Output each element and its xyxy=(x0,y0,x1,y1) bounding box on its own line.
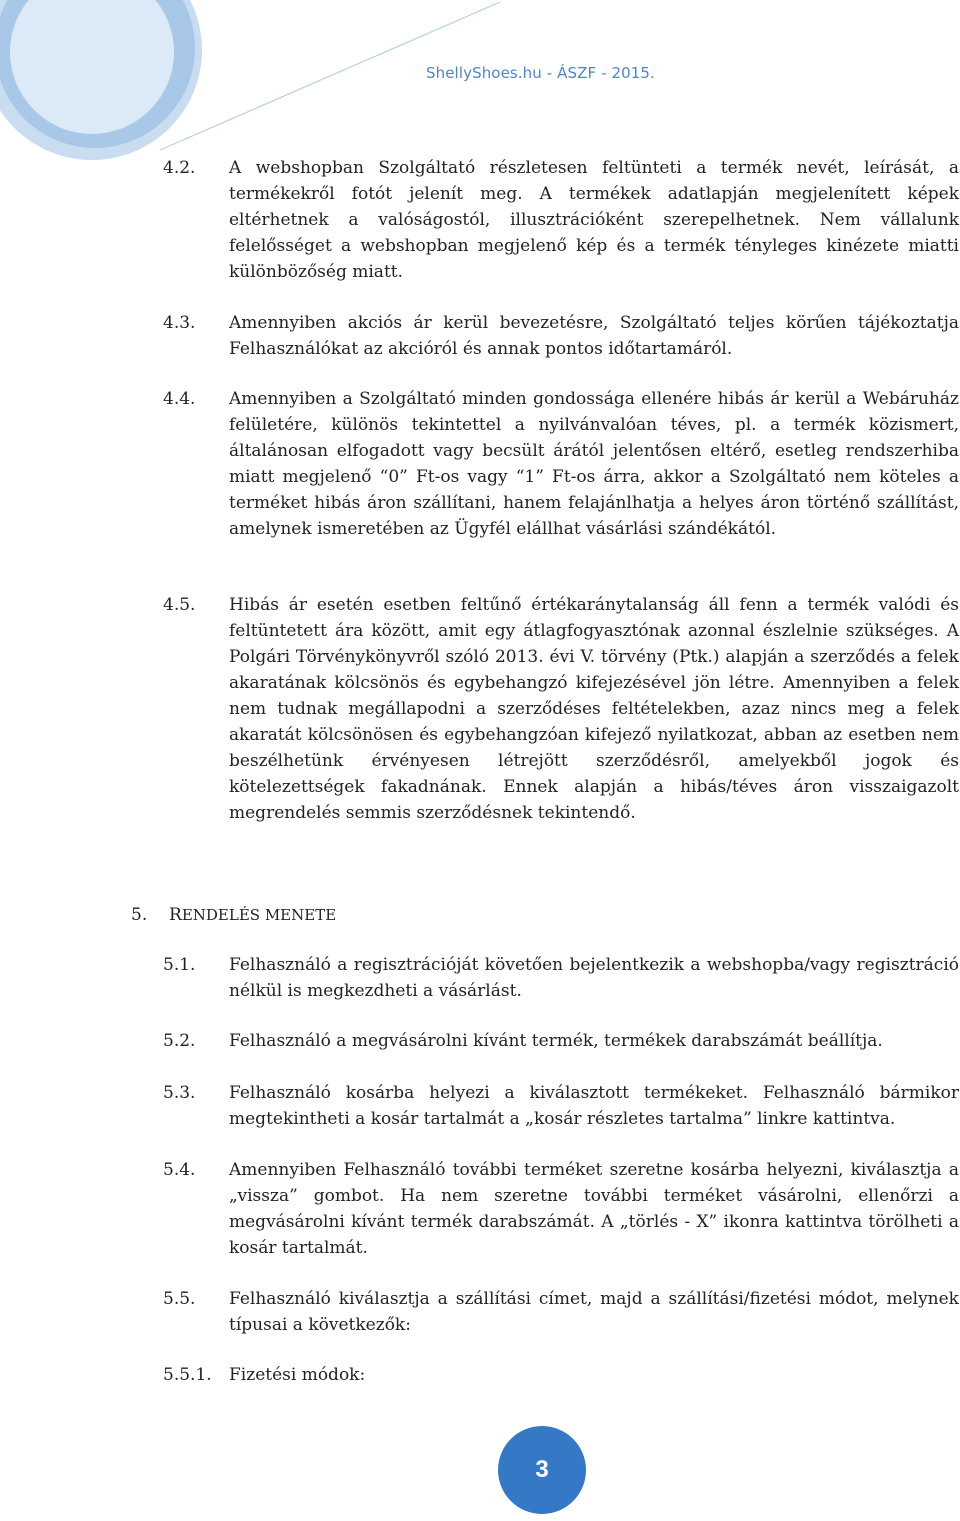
paragraph-text: Amennyiben akciós ár kerül bevezetésre, Szolgáltató teljes körűen tájékoztatja Felhasználókat az akcióról és annak pontos időtartamáról. xyxy=(229,313,959,359)
paragraph-text: Felhasználó a regisztrációját követően bejelentkezik a webshopba/vagy regisztráció nélkül is megkezdheti a vásárlást. xyxy=(229,955,959,1001)
section-heading xyxy=(131,902,336,928)
header-title: ShellyShoes.hu - ÁSZF - 2015. xyxy=(426,64,655,82)
paragraph-number: 5.4. xyxy=(163,1160,196,1180)
paragraph-text: Amennyiben a Szolgáltató minden gondossága ellenére hibás ár kerül a Webáruház felületére, különös tekintettel a nyilvánvalóan téves, pl. a termék közismert, általánosan elfogadott vagy becsült árától jelentősen eltérő, esetleg rendszerhiba miatt megjelenő “0” Ft-os vagy “1” Ft-os árra, akkor a Szolgáltató nem köteles a terméket hibás áron szállítani, hanem felajánlhatja a helyes áron történő szállítást, amelynek ismeretében az Ügyfél elállhat vásárlási szándékától. xyxy=(229,389,959,539)
paragraph-number: 4.3. xyxy=(163,313,196,333)
paragraph-text: Fizetési módok: xyxy=(229,1365,366,1385)
page-number: 3 xyxy=(535,1456,549,1483)
paragraph-number: 5.1. xyxy=(163,955,196,975)
paragraph-number: 5.2. xyxy=(163,1031,196,1051)
paragraph-number: 5.5.1. xyxy=(163,1365,212,1385)
paragraph-text: Felhasználó kiválasztja a szállítási címet, majd a szállítási/fizetési módot, melynek típusai a következők: xyxy=(229,1289,959,1335)
paragraph-text: Amennyiben Felhasználó további terméket szeretne kosárba helyezni, kiválasztja a „vissza” gombot. Ha nem szeretne további terméket vásárolni, ellenőrzi a megvásárolni kívánt termék darabszámát. A „törlés - X” ikonra kattintva törölheti a kosár tartalmát. xyxy=(229,1160,959,1258)
paragraph-text: Felhasználó a megvásárolni kívánt termék, termékek darabszámát beállítja. xyxy=(229,1031,883,1051)
paragraph-text: Hibás ár esetén esetben feltűnő értékaránytalanság áll fenn a termék valódi és feltüntetett ára között, amit egy átlagfogyasztónak azonnal észlelnie szükséges. A Polgári Törvénykönyvről szóló 2013. évi V. törvény (Ptk.) alapján a szerződés a felek akaratának kölcsönös és egybehangzó kifejezésével jön létre. Amennyiben a felek nem tudnak megállapodni a szerződéses feltételekben, azaz nincs meg a felek akaratát kölcsönösen és egybehangzóan kifejező nyilatkozat, abban az esetben nem beszélhetünk érvényesen létrejött szerződésről, amelyekből jogok és kötelezettségek fakadnának. Ennek alapján a hibás/téves áron visszaigazolt megrendelés semmis szerződésnek tekintendő. xyxy=(229,595,959,823)
paragraph-text: Felhasználó kosárba helyezi a kiválasztott termékeket. Felhasználó bármikor megtekintheti a kosár tartalmát a „kosár részletes tartalma” linkre kattintva. xyxy=(229,1083,959,1129)
paragraph-number: 5.5. xyxy=(163,1289,196,1309)
section-number: 5. xyxy=(131,905,148,925)
page-number-badge xyxy=(498,1426,586,1514)
paragraph-number: 5.3. xyxy=(163,1083,196,1103)
paragraph-text: A webshopban Szolgáltató részletesen feltünteti a termék nevét, leírását, a termékekről fotót jelenít meg. A termékek adatlapján megjelenített képek eltérhetnek a valóságostól, illusztrációként szerepelhetnek. Nem vállalunk felelősséget a webshopban megjelenő kép és a termék tényleges kinézete miatti különbözőség miatt. xyxy=(229,158,959,282)
paragraph-number: 4.4. xyxy=(163,389,196,409)
paragraph-number: 4.5. xyxy=(163,595,196,615)
paragraph-number: 4.2. xyxy=(163,158,196,178)
section-title: RENDELÉS MENETE xyxy=(169,905,337,925)
